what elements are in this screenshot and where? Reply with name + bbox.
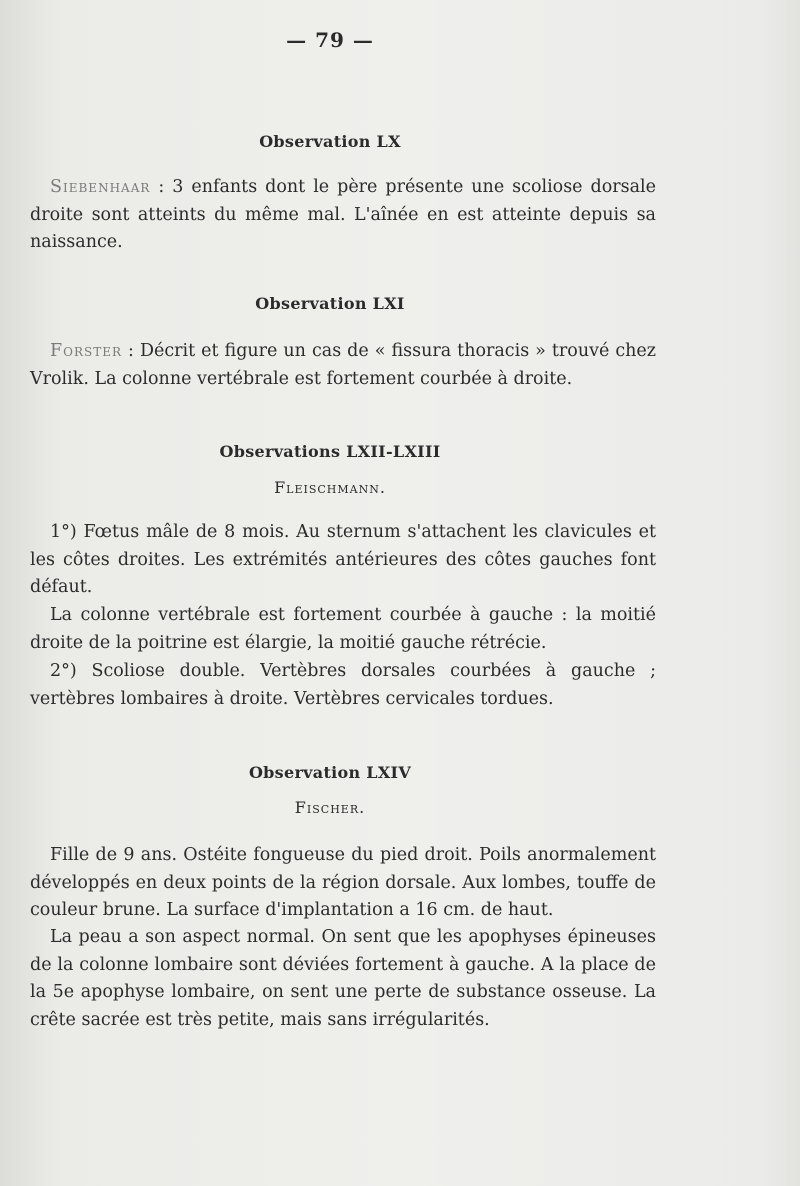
author-line-fischer: Fischer.: [294, 798, 366, 817]
heading-observation-lxi: Observation LXI: [255, 294, 405, 313]
paragraph-fischer-2: La peau a son aspect normal. On sent que les apophyses épineuses de la colonne lombaire sont déviées fortement à gauche. A la place de la 5e apophyse lombaire, on sent une perte de substance osseuse. La crête sacrée est très petite, mais sans irrégularités.: [30, 927, 656, 1030]
paragraph-fleischmann-1: 1°) Fœtus mâle de 8 mois. Au sternum s'attachent les clavicules et les côtes droites. Les extrémités antérieures des côtes gauches font défaut.: [30, 522, 656, 597]
paragraph-observation-lxi: [30, 338, 656, 393]
author-name: Siebenhaar: [50, 177, 151, 197]
paragraph-observation-lx: [30, 174, 656, 257]
paragraph-fleischmann-2: La colonne vertébrale est fortement courbée à gauche : la moitié droite de la poitrine est élargie, la moitié gauche rétrécie.: [30, 605, 656, 653]
paragraph-text: : 3 enfants dont le père présente une scoliose dorsale droite sont atteints du même mal. L'aînée en est atteinte depuis sa naissance.: [30, 177, 656, 252]
heading-observation-lx: Observation LX: [259, 132, 401, 151]
page-number: — 79 —: [286, 28, 374, 52]
paragraph-fleischmann-3: 2°) Scoliose double. Vertèbres dorsales courbées à gauche ; vertèbres lombaires à droite. Vertèbres cervicales tordues.: [30, 661, 656, 709]
heading-observations-lxii-lxiii: Observations LXII-LXIII: [219, 442, 441, 461]
author-name: Forster: [50, 341, 123, 361]
paragraph-fischer-1: Fille de 9 ans. Ostéite fongueuse du pied droit. Poils anormalement développés en deux points de la région dorsale. Aux lombes, touffe de couleur brune. La surface d'implantation a 16 cm. de haut.: [30, 845, 656, 920]
heading-observation-lxiv: Observation LXIV: [248, 763, 412, 782]
paragraph-text: : Décrit et figure un cas de « fissura thoracis » trouvé chez Vrolik. La colonne vertébrale est fortement courbée à droite.: [30, 341, 656, 389]
author-line-fleischmann: Fleischmann.: [274, 478, 386, 497]
